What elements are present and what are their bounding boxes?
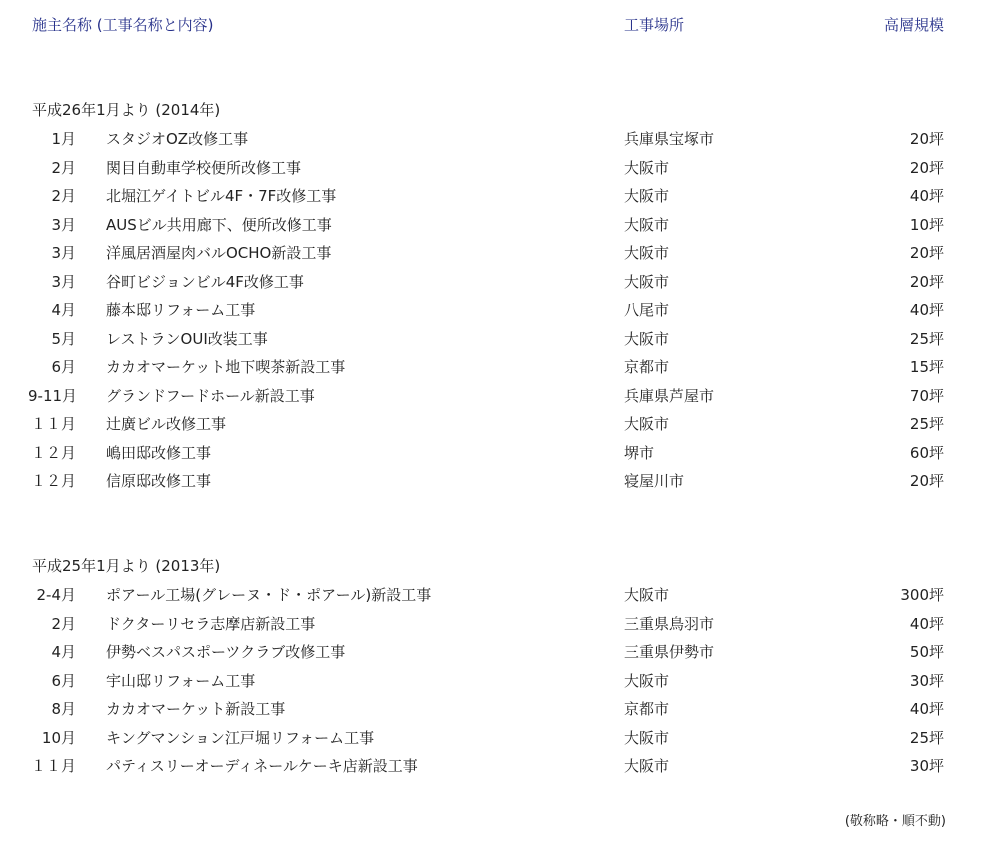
header-name-label: 施主名称 (工事名称と内容): [32, 16, 214, 34]
row-month: 10月: [41, 728, 76, 747]
row-location: 三重県伊勢市: [624, 643, 715, 661]
row-project-name: パティスリーオーディネールケーキ店新設工事: [106, 757, 418, 775]
row-project-name: カカオマーケット新設工事: [106, 700, 286, 718]
row-scale: 15坪: [909, 358, 944, 376]
row-scale: 25坪: [909, 415, 944, 433]
row-location: 大阪市: [624, 215, 670, 234]
row-month: 5月: [51, 329, 76, 348]
table-row: [0, 184, 1000, 213]
row-project-name: グランドフードホール新設工事: [106, 386, 315, 405]
row-location: 兵庫県宝塚市: [624, 130, 715, 148]
row-project-name: AUSビル共用廊下、便所改修工事: [106, 215, 332, 234]
row-location: 大阪市: [624, 415, 670, 433]
table-row: [0, 583, 1000, 612]
row-location: 大阪市: [624, 586, 670, 604]
row-scale: 300坪: [900, 586, 944, 604]
row-project-name: カカオマーケット地下喫茶新設工事: [106, 358, 346, 376]
row-scale: 20坪: [909, 158, 944, 177]
project-list: [0, 583, 1000, 783]
row-month: 8月: [51, 700, 76, 718]
table-row: [0, 726, 1000, 755]
row-location: 京都市: [624, 358, 670, 376]
row-month: 3月: [51, 272, 76, 291]
table-row: [0, 754, 1000, 783]
column-header: [0, 14, 1000, 38]
row-month: 6月: [51, 671, 76, 690]
row-project-name: 北堀江ゲイトビル4F・7F改修工事: [106, 187, 337, 205]
table-row: [0, 156, 1000, 185]
header-scale-label: 高層規模: [884, 16, 945, 34]
row-scale: 25坪: [909, 728, 944, 747]
row-location: 大阪市: [624, 272, 670, 291]
row-month: 3月: [51, 244, 76, 262]
row-location: 大阪市: [624, 728, 670, 747]
row-project-name: 関目自動車学校便所改修工事: [106, 158, 302, 177]
row-project-name: スタジオOZ改修工事: [106, 130, 249, 148]
footer-note: (敬称略・順不動): [844, 814, 946, 829]
row-month: 6月: [51, 358, 76, 376]
project-list: [0, 127, 1000, 498]
row-month: 9-11月: [28, 386, 78, 405]
table-row: [0, 384, 1000, 413]
table-row: [0, 697, 1000, 726]
row-project-name: 宇山邸リフォーム工事: [106, 671, 256, 690]
row-scale: 30坪: [909, 671, 944, 690]
table-row: [0, 355, 1000, 384]
row-scale: 30坪: [909, 757, 944, 775]
row-month: 2-4月: [36, 586, 76, 604]
table-row: [0, 441, 1000, 470]
row-location: 大阪市: [624, 671, 670, 690]
table-row: [0, 127, 1000, 156]
row-project-name: 谷町ビジョンビル4F改修工事: [106, 272, 304, 291]
row-scale: 40坪: [909, 700, 944, 718]
row-location: 堺市: [624, 443, 655, 462]
row-project-name: 伊勢ベスパスポーツクラブ改修工事: [106, 643, 346, 661]
row-scale: 50坪: [909, 643, 944, 661]
row-scale: 20坪: [909, 472, 944, 490]
row-location: 三重県鳥羽市: [624, 614, 715, 633]
row-month: １２月: [30, 443, 76, 462]
row-location: 大阪市: [624, 187, 670, 205]
table-row: [0, 241, 1000, 270]
row-month: １１月: [30, 757, 76, 775]
table-row: [0, 412, 1000, 441]
row-project-name: ドクターリセラ志摩店新設工事: [106, 614, 316, 633]
row-project-name: 辻廣ビル改修工事: [106, 415, 227, 433]
row-month: 4月: [51, 301, 76, 319]
row-location: 兵庫県芦屋市: [624, 386, 715, 405]
table-row: [0, 612, 1000, 641]
row-month: 2月: [51, 158, 76, 177]
row-location: 大阪市: [624, 158, 670, 177]
row-location: 大阪市: [624, 244, 670, 262]
row-scale: 20坪: [909, 272, 944, 291]
row-scale: 40坪: [909, 614, 944, 633]
row-scale: 20坪: [909, 130, 944, 148]
row-project-name: ポアール工場(グレーヌ・ド・ポアール)新設工事: [106, 586, 432, 604]
row-location: 大阪市: [624, 757, 670, 775]
row-scale: 25坪: [909, 329, 944, 348]
table-row: [0, 213, 1000, 242]
row-month: 2月: [51, 614, 76, 633]
table-row: [0, 327, 1000, 356]
row-location: 八尾市: [624, 301, 670, 319]
row-project-name: 洋風居酒屋肉バルOCHO新設工事: [106, 244, 332, 262]
row-scale: 20坪: [909, 244, 944, 262]
section-title: 平成25年1月より (2013年): [32, 557, 221, 575]
table-row: [0, 270, 1000, 299]
header-place-label: 工事場所: [624, 16, 685, 34]
row-project-name: 嶋田邸改修工事: [106, 443, 212, 462]
row-month: １２月: [30, 472, 76, 490]
row-scale: 40坪: [909, 301, 944, 319]
table-row: [0, 640, 1000, 669]
row-scale: 70坪: [909, 386, 944, 405]
table-row: [0, 669, 1000, 698]
table-row: [0, 298, 1000, 327]
row-scale: 40坪: [909, 187, 944, 205]
row-month: 2月: [51, 187, 76, 205]
section-title: 平成26年1月より (2014年): [32, 101, 221, 119]
row-location: 寝屋川市: [624, 472, 685, 490]
row-project-name: レストランOUI改装工事: [106, 329, 268, 348]
row-month: 4月: [51, 643, 76, 661]
row-project-name: キングマンション江戸堀リフォーム工事: [106, 728, 375, 747]
row-month: １１月: [30, 415, 76, 433]
row-project-name: 信原邸改修工事: [106, 472, 212, 490]
table-row: [0, 469, 1000, 498]
row-month: 3月: [51, 215, 76, 234]
row-location: 京都市: [624, 700, 670, 718]
row-location: 大阪市: [624, 329, 670, 348]
row-scale: 10坪: [909, 215, 944, 234]
row-scale: 60坪: [909, 443, 944, 462]
row-project-name: 藤本邸リフォーム工事: [106, 301, 256, 319]
row-month: 1月: [51, 130, 76, 148]
